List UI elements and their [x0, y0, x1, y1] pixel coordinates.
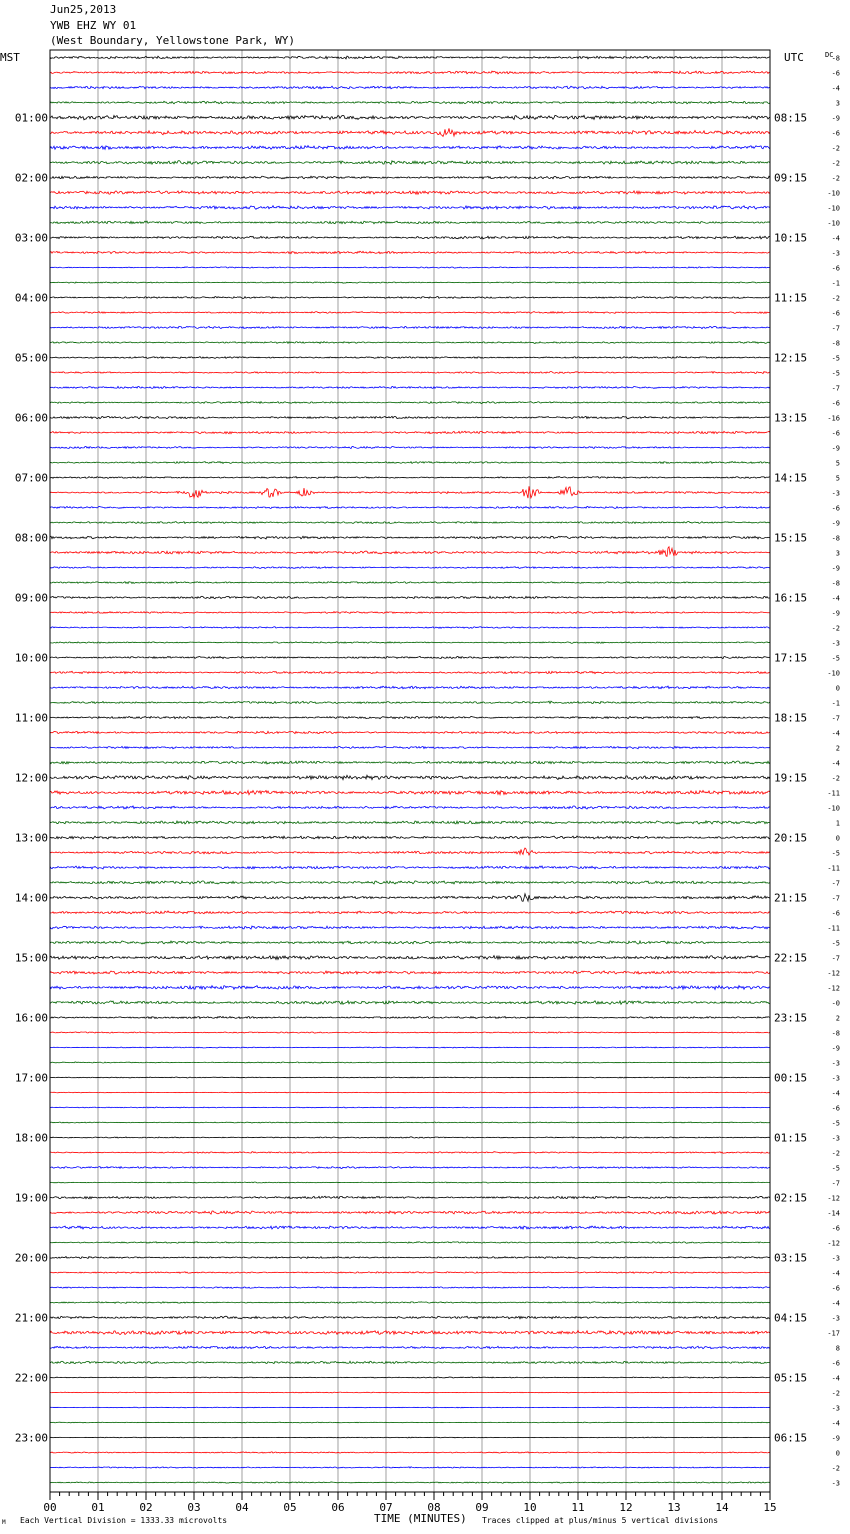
dc-offset-label: -4: [831, 1374, 840, 1383]
trace-row: [50, 176, 770, 179]
utc-hour-label: 23:15: [774, 1011, 808, 1025]
trace-row: [50, 1316, 770, 1319]
x-tick-label: 04: [235, 1501, 249, 1514]
trace-row: [50, 941, 770, 944]
utc-hour-label: 19:15: [774, 771, 808, 785]
dc-offset-label: 8: [835, 1344, 840, 1353]
dc-offset-label: -4: [831, 594, 840, 603]
trace-row: [50, 1107, 770, 1108]
trace-row: [50, 716, 770, 718]
mst-hour-label: 21:00: [14, 1311, 48, 1325]
dc-offset-label: -3: [831, 1134, 840, 1143]
dc-offset-label: -3: [831, 489, 840, 498]
trace-row: [50, 267, 770, 268]
mst-hour-label: 02:00: [14, 171, 48, 185]
trace-row: [50, 1407, 770, 1408]
x-tick-label: 09: [475, 1501, 489, 1514]
dc-offset-label: -5: [831, 654, 840, 663]
utc-hour-label: 17:15: [774, 651, 808, 665]
trace-row: [50, 477, 770, 479]
utc-zone-label: UTC: [784, 51, 804, 64]
dc-offset-label: -10: [827, 804, 840, 813]
dc-offset-label: -10: [827, 189, 840, 198]
dc-offset-label: -6: [831, 399, 840, 408]
trace-row: [50, 1392, 770, 1393]
dc-offset-label: -16: [827, 414, 840, 423]
dc-offset-label: 2: [835, 744, 840, 753]
trace-row: [50, 894, 770, 902]
trace-row: [50, 1287, 770, 1289]
trace-row: [50, 416, 770, 418]
dc-offset-label: -7: [831, 954, 840, 963]
trace-row: [50, 1092, 770, 1093]
trace-row: [50, 312, 770, 314]
mst-hour-label: 03:00: [14, 231, 48, 245]
trace-row: [50, 596, 770, 598]
mst-hour-label: 01:00: [14, 111, 48, 125]
trace-row: [50, 731, 770, 734]
dc-header-label: DC: [825, 51, 834, 59]
dc-offset-label: -6: [831, 909, 840, 918]
utc-hour-label: 15:15: [774, 531, 808, 545]
trace-row: [50, 56, 770, 59]
trace-row: [50, 821, 770, 824]
trace-row: [50, 547, 770, 557]
trace-row: [50, 101, 770, 104]
trace-row: [50, 790, 770, 794]
trace-row: [50, 686, 770, 689]
dc-offset-label: -2: [831, 1389, 840, 1398]
trace-row: [50, 71, 770, 74]
trace-row: [50, 866, 770, 869]
mst-hour-label: 10:00: [14, 651, 48, 665]
dc-offset-label: -3: [831, 1074, 840, 1083]
dc-offset-label: -4: [831, 84, 840, 93]
dc-offset-label: -3: [831, 1059, 840, 1068]
utc-hour-label: 21:15: [774, 891, 808, 905]
trace-row: [50, 1001, 770, 1005]
trace-row: [50, 656, 770, 658]
dc-offset-label: -4: [831, 729, 840, 738]
trace-row: [50, 191, 770, 194]
utc-hour-label: 14:15: [774, 471, 808, 485]
trace-row: [50, 1422, 770, 1423]
dc-offset-label: -8: [831, 54, 840, 63]
dc-offset-label: -8: [831, 534, 840, 543]
trace-row: [50, 612, 770, 614]
trace-row: [50, 446, 770, 448]
dc-offset-label: -6: [831, 1284, 840, 1293]
mst-hour-label: 19:00: [14, 1191, 48, 1205]
station-label: YWB EHZ WY 01: [50, 19, 137, 32]
mst-hour-label: 04:00: [14, 291, 48, 305]
dc-offset-label: -5: [831, 354, 840, 363]
trace-row: [50, 1242, 770, 1244]
dc-offset-label: 5: [835, 459, 840, 468]
trace-row: [50, 1437, 770, 1438]
mst-hour-label: 13:00: [14, 831, 48, 845]
trace-row: [50, 506, 770, 508]
dc-offset-label: -10: [827, 219, 840, 228]
trace-row: [50, 567, 770, 569]
dc-offset-label: -9: [831, 114, 840, 123]
trace-row: [50, 1467, 770, 1468]
mst-hour-label: 16:00: [14, 1011, 48, 1025]
dc-offset-label: 0: [835, 684, 840, 693]
trace-row: [50, 431, 770, 433]
trace-row: [50, 775, 770, 779]
dc-offset-label: -8: [831, 1029, 840, 1038]
utc-hour-label: 10:15: [774, 231, 808, 245]
trace-row: [50, 1257, 770, 1259]
trace-row: [50, 86, 770, 89]
dc-offset-label: -3: [831, 1314, 840, 1323]
seismic-traces: [50, 56, 770, 1483]
dc-offset-label: -2: [831, 774, 840, 783]
x-tick-label: 10: [523, 1501, 537, 1514]
trace-row: [50, 1302, 770, 1304]
x-tick-label: 05: [283, 1501, 297, 1514]
clip-note: Traces clipped at plus/minus 5 vertical divisions: [482, 1516, 719, 1525]
dc-offset-label: -2: [831, 1149, 840, 1158]
dc-offset-label: -8: [831, 339, 840, 348]
x-tick-label: 07: [379, 1501, 393, 1514]
dc-offset-label: -6: [831, 69, 840, 78]
dc-offset-label: 3: [835, 549, 840, 558]
chart-labels: [0, 51, 840, 1514]
trace-row: [50, 582, 770, 584]
trace-row: [50, 881, 770, 884]
dc-offset-label: -6: [831, 504, 840, 513]
utc-hour-label: 18:15: [774, 711, 808, 725]
dc-offset-label: -4: [831, 759, 840, 768]
x-tick-label: 06: [331, 1501, 345, 1514]
dc-offset-label: -3: [831, 249, 840, 258]
dc-offset-label: -17: [827, 1329, 840, 1338]
dc-offset-label: -4: [831, 1269, 840, 1278]
mst-hour-label: 08:00: [14, 531, 48, 545]
utc-hour-label: 00:15: [774, 1071, 808, 1085]
trace-row: [50, 627, 770, 629]
trace-row: [50, 1377, 770, 1378]
trace-row: [50, 146, 770, 150]
trace-row: [50, 956, 770, 960]
dc-offset-label: -5: [831, 939, 840, 948]
dc-offset-label: -9: [831, 1434, 840, 1443]
dc-offset-label: 5: [835, 474, 840, 483]
dc-offset-label: -4: [831, 1299, 840, 1308]
mst-hour-label: 07:00: [14, 471, 48, 485]
x-tick-label: 15: [763, 1501, 777, 1514]
utc-hour-label: 08:15: [774, 111, 808, 125]
dc-offset-label: -6: [831, 309, 840, 318]
dc-offset-label: -2: [831, 144, 840, 153]
corner-mark: M: [2, 1519, 6, 1526]
trace-row: [50, 1077, 770, 1078]
trace-row: [50, 221, 770, 224]
utc-hour-label: 04:15: [774, 1311, 808, 1325]
dc-offset-label: -6: [831, 264, 840, 273]
dc-offset-label: -6: [831, 1104, 840, 1113]
trace-row: [50, 206, 770, 210]
trace-row: [50, 761, 770, 764]
x-tick-label: 03: [187, 1501, 201, 1514]
dc-offset-label: -4: [831, 234, 840, 243]
dc-offset-label: -3: [831, 1404, 840, 1413]
trace-row: [50, 386, 770, 388]
trace-row: [50, 986, 770, 990]
trace-row: [50, 1062, 770, 1063]
trace-row: [50, 1226, 770, 1229]
x-tick-label: 08: [427, 1501, 441, 1514]
trace-row: [50, 1137, 770, 1138]
trace-row: [50, 926, 770, 929]
dc-offset-label: 0: [835, 834, 840, 843]
utc-hour-label: 11:15: [774, 291, 808, 305]
dc-offset-label: -10: [827, 669, 840, 678]
trace-row: [50, 372, 770, 374]
dc-offset-label: -9: [831, 1044, 840, 1053]
x-axis-title: TIME (MINUTES): [374, 1512, 467, 1525]
dc-offset-label: -12: [827, 1239, 840, 1248]
mst-hour-label: 06:00: [14, 411, 48, 425]
mst-zone-label: MST: [0, 51, 20, 64]
trace-row: [50, 282, 770, 283]
trace-row: [50, 357, 770, 359]
trace-row: [50, 806, 770, 809]
dc-offset-label: -2: [831, 174, 840, 183]
trace-row: [50, 161, 770, 165]
trace-row: [50, 971, 770, 974]
trace-row: [50, 486, 770, 498]
utc-hour-label: 20:15: [774, 831, 808, 845]
trace-row: [50, 128, 770, 136]
plot-border: [50, 50, 770, 1492]
x-tick-label: 13: [667, 1501, 681, 1514]
utc-hour-label: 09:15: [774, 171, 808, 185]
dc-offset-label: -0: [831, 999, 840, 1008]
dc-offset-label: -6: [831, 129, 840, 138]
trace-row: [50, 836, 770, 839]
trace-row: [50, 671, 770, 673]
date-label: Jun25,2013: [50, 3, 117, 16]
trace-row: [50, 1346, 770, 1348]
dc-offset-label: -7: [831, 714, 840, 723]
trace-row: [50, 342, 770, 344]
trace-row: [50, 1196, 770, 1198]
trace-row: [50, 1482, 770, 1483]
dc-offset-label: -12: [827, 984, 840, 993]
dc-offset-label: -3: [831, 1479, 840, 1488]
trace-row: [50, 701, 770, 703]
mst-hour-label: 15:00: [14, 951, 48, 965]
dc-offset-label: -3: [831, 639, 840, 648]
dc-offset-label: -10: [827, 204, 840, 213]
location-label: (West Boundary, Yellowstone Park, WY): [50, 34, 296, 47]
x-tick-label: 11: [571, 1501, 585, 1514]
utc-hour-label: 16:15: [774, 591, 808, 605]
dc-offset-label: -4: [831, 1419, 840, 1428]
trace-row: [50, 1211, 770, 1214]
dc-offset-label: -6: [831, 1224, 840, 1233]
dc-offset-label: -6: [831, 429, 840, 438]
dc-offset-label: -1: [831, 699, 840, 708]
trace-row: [50, 236, 770, 239]
utc-hour-label: 02:15: [774, 1191, 808, 1205]
utc-hour-label: 05:15: [774, 1371, 808, 1385]
dc-offset-label: -7: [831, 1179, 840, 1188]
dc-offset-label: 0: [835, 1449, 840, 1458]
dc-offset-label: 2: [835, 1014, 840, 1023]
mst-hour-label: 17:00: [14, 1071, 48, 1085]
dc-offset-label: -5: [831, 369, 840, 378]
mst-hour-label: 18:00: [14, 1131, 48, 1145]
dc-offset-label: -4: [831, 1089, 840, 1098]
trace-row: [50, 1452, 770, 1453]
utc-hour-label: 06:15: [774, 1431, 808, 1445]
mst-hour-label: 12:00: [14, 771, 48, 785]
dc-offset-label: -5: [831, 1119, 840, 1128]
trace-row: [50, 1167, 770, 1169]
mst-hour-label: 20:00: [14, 1251, 48, 1265]
mst-hour-label: 14:00: [14, 891, 48, 905]
trace-row: [50, 326, 770, 328]
dc-offset-label: -9: [831, 519, 840, 528]
dc-offset-label: -12: [827, 969, 840, 978]
dc-offset-label: -5: [831, 849, 840, 858]
trace-row: [50, 1032, 770, 1033]
trace-row: [50, 251, 770, 253]
trace-row: [50, 402, 770, 404]
dc-offset-label: -11: [827, 864, 840, 873]
trace-row: [50, 115, 770, 119]
dc-offset-label: -7: [831, 879, 840, 888]
dc-offset-label: 3: [835, 99, 840, 108]
dc-offset-label: -2: [831, 1464, 840, 1473]
utc-hour-label: 12:15: [774, 351, 808, 365]
dc-offset-label: -1: [831, 279, 840, 288]
dc-offset-label: -8: [831, 579, 840, 588]
dc-offset-label: -3: [831, 1254, 840, 1263]
dc-offset-label: -11: [827, 924, 840, 933]
trace-row: [50, 522, 770, 524]
trace-row: [50, 297, 770, 299]
x-tick-label: 14: [715, 1501, 729, 1514]
dc-offset-label: -2: [831, 624, 840, 633]
utc-hour-label: 01:15: [774, 1131, 808, 1145]
trace-row: [50, 848, 770, 855]
utc-hour-label: 13:15: [774, 411, 808, 425]
trace-row: [50, 1331, 770, 1335]
trace-row: [50, 536, 770, 539]
dc-offset-label: -7: [831, 894, 840, 903]
trace-row: [50, 1361, 770, 1363]
scale-note: Each Vertical Division = 1333.33 microvolts: [20, 1516, 228, 1525]
x-tick-label: 01: [91, 1501, 105, 1514]
mst-hour-label: 11:00: [14, 711, 48, 725]
trace-row: [50, 462, 770, 464]
dc-offset-label: 1: [835, 819, 840, 828]
x-tick-label: 00: [43, 1501, 57, 1514]
dc-offset-label: -9: [831, 609, 840, 618]
dc-offset-label: -6: [831, 1359, 840, 1368]
dc-offset-label: -14: [827, 1209, 840, 1218]
trace-row: [50, 1047, 770, 1048]
trace-row: [50, 1152, 770, 1154]
trace-row: [50, 1122, 770, 1123]
x-tick-label: 02: [139, 1501, 153, 1514]
mst-hour-label: 23:00: [14, 1431, 48, 1445]
grid-lines: [98, 50, 722, 1492]
dc-offset-label: -11: [827, 789, 840, 798]
trace-row: [50, 746, 770, 749]
dc-offset-label: -7: [831, 324, 840, 333]
x-tick-label: 12: [619, 1501, 633, 1514]
dc-offset-label: -9: [831, 564, 840, 573]
dc-offset-label: -5: [831, 1164, 840, 1173]
dc-offset-label: -12: [827, 1194, 840, 1203]
mst-hour-label: 09:00: [14, 591, 48, 605]
dc-offset-label: -2: [831, 294, 840, 303]
mst-hour-label: 22:00: [14, 1371, 48, 1385]
trace-row: [50, 1272, 770, 1274]
trace-row: [50, 642, 770, 644]
utc-hour-label: 03:15: [774, 1251, 808, 1265]
mst-hour-label: 05:00: [14, 351, 48, 365]
trace-row: [50, 1016, 770, 1018]
utc-hour-label: 22:15: [774, 951, 808, 965]
dc-offset-label: -2: [831, 159, 840, 168]
trace-row: [50, 1182, 770, 1183]
dc-offset-label: -7: [831, 384, 840, 393]
dc-offset-label: -9: [831, 444, 840, 453]
trace-row: [50, 911, 770, 914]
